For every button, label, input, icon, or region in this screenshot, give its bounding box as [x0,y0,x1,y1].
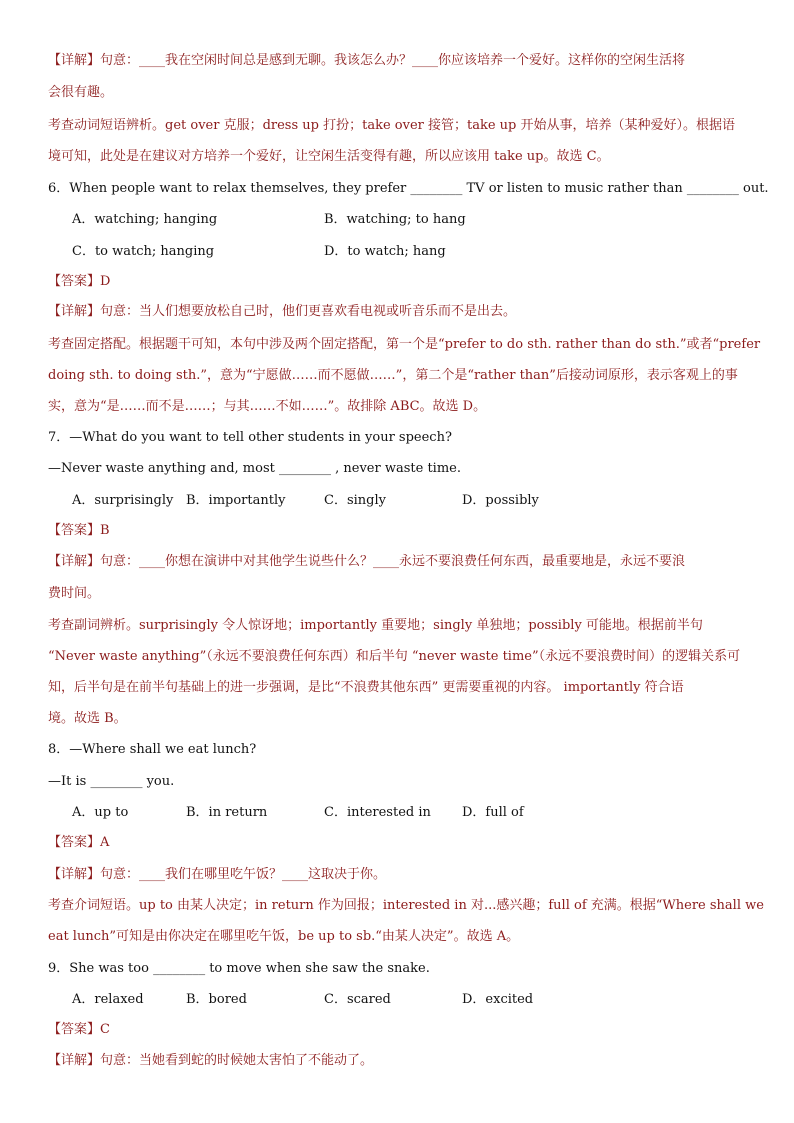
explanation-line: 考查介词短语。up to 由某人决定；in return 作为回报；interested in 对...感兴趣；full of 充满。根据“Where shall we [48,898,764,913]
explanation-line: “Never waste anything”（永远不要浪费任何东西）和后半句 “never waste time”（永远不要浪费时间）的逻辑关系可 [48,649,741,664]
explanation-line: 考查动词短语辨析。get over 克服；dress up 打扮；take over 接管；take up 开始从事，培养（某种爱好）。根据语 [48,118,736,133]
answer-6: 【答案】D [48,274,111,289]
explanation-line: 境可知，此处是在建议对方培养一个爱好，让空闲生活变得有趣，所以应该用 take up。故选 C。 [48,149,610,164]
option-9d: D．excited [462,992,534,1007]
explanation-line: 会很有趣。 [48,85,114,100]
explanation-line: 【详解】句意：____我在空闲时间总是感到无聊。我该怎么办？____你应该培养一个爱好。这样你的空闲生活将 [48,53,686,68]
option-8a: A．up to [72,805,129,820]
option-9a: A．relaxed [72,992,144,1007]
answer-9: 【答案】C [48,1022,110,1037]
explanation-line: 【详解】句意：当她看到蛇的时候她太害怕了不能动了。 [48,1053,374,1068]
explanation-line: 境。故选 B。 [48,711,127,726]
option-7c: C．singly [324,493,386,508]
option-6a: A．watching; hanging [72,212,218,227]
option-6d: D．to watch; hang [324,244,446,259]
explanation-line: 考查固定搭配。根据题干可知，本句中涉及两个固定搭配，第一个是“prefer to do sth. rather than do sth.”或者“prefer [48,337,761,352]
explanation-line: 实，意为“是……而不是……；与其……不如……”。故排除 ABC。故选 D。 [48,399,487,414]
option-7a: A．surprisingly [72,493,174,508]
option-6b: B．watching; to hang [324,212,466,227]
question-7: 7．—What do you want to tell other students in your speech? [48,430,452,445]
option-9b: B．bored [186,992,247,1007]
option-8b: B．in return [186,805,268,820]
explanation-line: 【详解】句意：____你想在演讲中对其他学生说些什么？____永远不要浪费任何东西，最重要地是，永远不要浪 [48,554,686,569]
question-7-reply: —Never waste anything and, most ________ , never waste time. [48,461,461,476]
question-6: 6．When people want to relax themselves, they prefer ________ TV or listen to music rather than ________ out. [48,181,769,196]
question-8: 8．—Where shall we eat lunch? [48,742,257,757]
explanation-line: doing sth. to doing sth.”，意为“宁愿做……而不愿做……”，第二个是“rather than”后接动词原形，表示客观上的事 [48,368,738,383]
answer-7: 【答案】B [48,523,110,538]
explanation-line: eat lunch”可知是由你决定在哪里吃午饭，be up to sb.“由某人决定”。故选 A。 [48,929,520,944]
explanation-line: 【详解】句意：当人们想要放松自己时，他们更喜欢看电视或听音乐而不是出去。 [48,304,517,319]
explanation-line: 考查副词辨析。surprisingly 令人惊讶地；importantly 重要地；singly 单独地；possibly 可能地。根据前半句 [48,618,703,633]
answer-8: 【答案】A [48,835,110,850]
option-7d: D．possibly [462,493,539,508]
option-9c: C．scared [324,992,391,1007]
question-8-reply: —It is ________ you. [48,774,175,789]
option-8d: D．full of [462,805,524,820]
option-7b: B．importantly [186,493,286,508]
explanation-line: 知，后半句是在前半句基础上的进一步强调，是比“不浪费其他东西” 更需要重视的内容。 importantly 符合语 [48,680,684,695]
explanation-line: 费时间。 [48,586,101,601]
explanation-line: 【详解】句意：____我们在哪里吃午饭？____这取决于你。 [48,867,387,882]
option-8c: C．interested in [324,805,431,820]
question-9: 9．She was too ________ to move when she saw the snake. [48,961,430,976]
option-6c: C．to watch; hanging [72,244,215,259]
